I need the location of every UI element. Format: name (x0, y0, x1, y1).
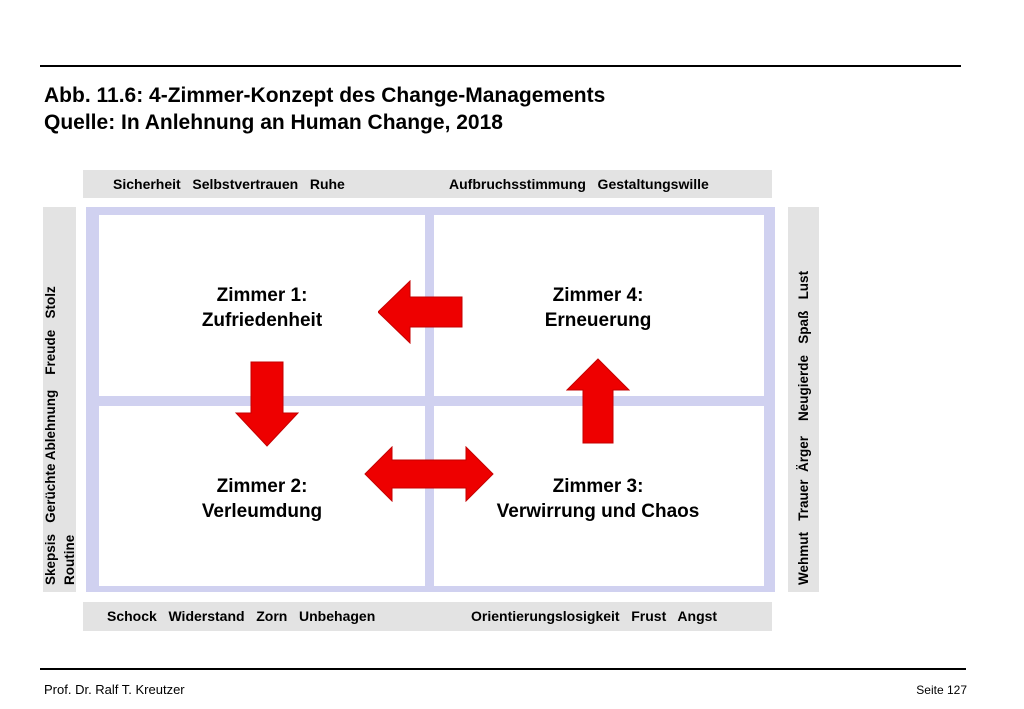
room-4-label (478, 283, 718, 333)
room-1-name: Zufriedenheit (201, 310, 323, 331)
top-band-right-text: Aufbruchsstimmung Gestaltungswille (449, 176, 709, 192)
bottom-band-right-text: Orientierungslosigkeit Frust Angst (471, 608, 718, 624)
arrow-double-horizontal-icon (364, 446, 494, 502)
room-4-name: Erneuerung (544, 310, 652, 331)
arrow-up-icon (566, 358, 630, 444)
room-2-name: Verleumdung (201, 501, 323, 522)
room-3-title: Zimmer 3: (552, 476, 644, 497)
right-band-text: Wehmut Trauer Ärger Neugierde Spaß Lust (796, 270, 811, 585)
room-3-name: Verwirrung und Chaos (496, 501, 700, 522)
bottom-band (83, 602, 772, 631)
figure-title: Abb. 11.6: 4-Zimmer-Konzept des Change-Managements (44, 84, 606, 107)
room-2-title: Zimmer 2: (216, 476, 308, 497)
left-band-text: Skepsis Gerüchte Ablehnung Freude Stolz (43, 286, 58, 585)
top-rule (40, 65, 961, 67)
room-1-title: Zimmer 1: (216, 285, 308, 306)
page-number: Seite 127 (916, 683, 967, 697)
room-1-label (142, 283, 382, 333)
bottom-rule (40, 668, 966, 670)
footer-author: Prof. Dr. Ralf T. Kreutzer (44, 682, 185, 697)
arrow-left-icon (378, 280, 464, 344)
top-band-left-text: Sicherheit Selbstvertrauen Ruhe (113, 176, 345, 192)
bottom-band-left-text: Schock Widerstand Zorn Unbehagen (107, 608, 376, 624)
room-2-label (142, 474, 382, 524)
room-4-title: Zimmer 4: (552, 285, 644, 306)
left-band-text-routine: Routine (62, 534, 77, 585)
arrow-down-icon (235, 361, 299, 447)
figure-source: Quelle: In Anlehnung an Human Change, 2018 (44, 111, 503, 134)
top-band (83, 170, 772, 198)
